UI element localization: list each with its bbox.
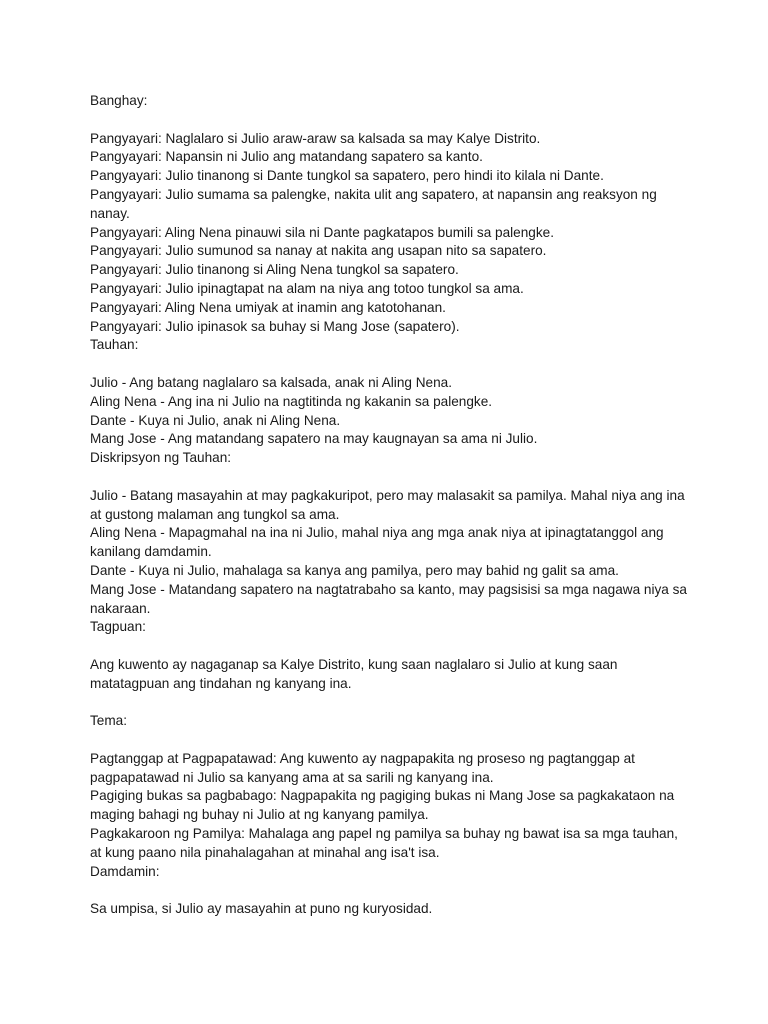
tauhan-item: Julio - Ang batang naglalaro sa kalsada, anak ni Aling Nena. <box>90 374 452 390</box>
blank-line <box>90 468 690 487</box>
section-heading-tauhan: Tauhan: <box>90 337 139 353</box>
banghay-item: Pangyayari: Julio tinanong si Dante tungkol sa sapatero, pero hindi ito kilala ni Dante. <box>90 168 604 184</box>
document-body <box>90 92 690 919</box>
banghay-item: Pangyayari: Naglalaro si Julio araw-araw sa kalsada sa may Kalye Distrito. <box>90 130 541 146</box>
section-heading-damdamin: Damdamin: <box>90 863 160 879</box>
section-heading-tema: Tema: <box>90 713 128 729</box>
diskripsyon-item: Dante - Kuya ni Julio, mahalaga sa kanya ang pamilya, pero may bahid ng galit sa ama. <box>90 562 619 578</box>
diskripsyon-item: Mang Jose - Matandang sapatero na nagtatrabaho sa kanto, may pagsisisi sa mga nagawa niya sa nakaraan. <box>90 581 687 616</box>
banghay-item: Pangyayari: Aling Nena umiyak at inamin ang katotohanan. <box>90 299 446 315</box>
blank-line <box>90 731 690 750</box>
section-heading-diskripsyon: Diskripsyon ng Tauhan: <box>90 450 232 466</box>
tema-item: Pagkakaroon ng Pamilya: Mahalaga ang papel ng pamilya sa buhay ng bawat isa sa mga tauhan, at kung paano nila pinahalagahan at minahal ang isa't isa. <box>90 826 678 860</box>
tema-item: Pagtanggap at Pagpapatawad: Ang kuwento ay nagpapakita ng proseso ng pagtanggap at pagpapatawad ni Julio sa kanyang ama at sa sarili ng kanyang ina. <box>90 750 635 785</box>
banghay-item: Pangyayari: Aling Nena pinauwi sila ni Dante pagkatapos bumili sa palengke. <box>90 224 554 240</box>
diskripsyon-item: Aling Nena - Mapagmahal na ina ni Julio, mahal niya ang mga anak niya at ipinagtatanggol ang kanilang damdamin. <box>90 525 664 560</box>
banghay-item: Pangyayari: Julio tinanong si Aling Nena tungkol sa sapatero. <box>90 262 459 278</box>
banghay-item: Pangyayari: Julio sumama sa palengke, nakita ulit ang sapatero, at napansin ang reaksyon ng nanay. <box>90 186 657 221</box>
blank-line <box>90 111 690 130</box>
banghay-item: Pangyayari: Napansin ni Julio ang matandang sapatero sa kanto. <box>90 149 483 165</box>
section-heading-tagpuan: Tagpuan: <box>90 619 146 635</box>
tauhan-item: Aling Nena - Ang ina ni Julio na nagtitinda ng kakanin sa palengke. <box>90 393 493 409</box>
damdamin-text: Sa umpisa, si Julio ay masayahin at puno ng kuryosidad. <box>90 901 433 917</box>
tauhan-item: Dante - Kuya ni Julio, anak ni Aling Nena. <box>90 412 341 428</box>
tagpuan-text: Ang kuwento ay nagaganap sa Kalye Distrito, kung saan naglalaro si Julio at kung saan matatagpuan ang tindahan ng kanyang ina. <box>90 656 618 691</box>
banghay-item: Pangyayari: Julio sumunod sa nanay at nakita ang usapan nito sa sapatero. <box>90 243 547 259</box>
blank-line <box>90 881 690 900</box>
banghay-item: Pangyayari: Julio ipinasok sa buhay si Mang Jose (sapatero). <box>90 318 460 334</box>
banghay-item: Pangyayari: Julio ipinagtapat na alam na niya ang totoo tungkol sa ama. <box>90 280 524 296</box>
blank-line <box>90 355 690 374</box>
section-heading-banghay: Banghay: <box>90 93 148 108</box>
diskripsyon-item: Julio - Batang masayahin at may pagkakuripot, pero may malasakit sa pamilya. Mahal niya ang ina at gustong malaman ang tungkol sa ama. <box>90 487 685 522</box>
tauhan-item: Mang Jose - Ang matandang sapatero na may kaugnayan sa ama ni Julio. <box>90 431 538 447</box>
tema-item: Pagiging bukas sa pagbabago: Nagpapakita ng pagiging bukas ni Mang Jose sa pagkakataon na maging bahagi ng buhay ni Julio at ng kanyang pamilya. <box>90 788 675 823</box>
blank-line <box>90 694 690 713</box>
blank-line <box>90 637 690 656</box>
